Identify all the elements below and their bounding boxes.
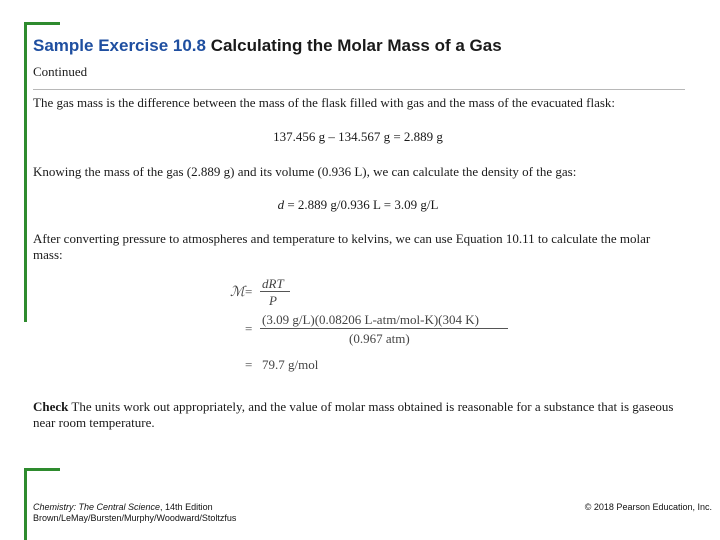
- subtitle: Continued: [33, 64, 88, 79]
- fraction-bar-2: [260, 328, 508, 329]
- fraction-bar-1: [260, 291, 290, 292]
- fraction-denominator-2: (0.967 atm): [349, 331, 410, 346]
- equals-sign-2: =: [245, 321, 253, 336]
- density-variable: d: [277, 197, 285, 212]
- divider: [33, 89, 685, 90]
- molar-mass-result: 79.7 g/mol: [262, 357, 319, 372]
- page-title: [33, 36, 693, 56]
- fraction-denominator-1: P: [269, 293, 277, 308]
- equation-density: [33, 197, 683, 213]
- frame-accent-top: [24, 22, 60, 25]
- check-paragraph: [33, 399, 683, 431]
- molar-mass-symbol: ℳ: [230, 285, 245, 300]
- title-number: Sample Exercise 10.8: [33, 36, 206, 55]
- book-authors: Brown/LeMay/Bursten/Murphy/Woodward/Stoltzfus: [33, 513, 237, 523]
- footer-copyright: © 2018 Pearson Education, Inc.: [584, 502, 712, 512]
- density-expression: = 2.889 g/0.936 L = 3.09 g/L: [284, 197, 439, 212]
- frame-accent-left: [24, 22, 27, 322]
- paragraph-conversion: After converting pressure to atmospheres and temperature to kelvins, we can use Equation 10.11 to calculate the molar mass:: [33, 231, 651, 262]
- book-title: Chemistry: The Central Science: [33, 502, 161, 512]
- equals-sign-1: =: [245, 284, 253, 299]
- fraction-numerator-1: dRT: [262, 276, 284, 291]
- frame-accent-footer-left: [24, 468, 27, 540]
- paragraph-density: Knowing the mass of the gas (2.889 g) and its volume (0.936 L), we can calculate the density of the gas:: [33, 164, 577, 179]
- check-label: Check: [33, 399, 69, 414]
- fraction-numerator-2: (3.09 g/L)(0.08206 L-atm/mol-K)(304 K): [262, 312, 479, 327]
- equals-sign-3: =: [245, 357, 253, 372]
- book-edition: , 14th Edition: [160, 502, 213, 512]
- footer-citation: [33, 502, 236, 524]
- equation-gas-mass: 137.456 g – 134.567 g = 2.889 g: [273, 129, 443, 144]
- frame-accent-footer-top: [24, 468, 60, 471]
- title-text: Calculating the Molar Mass of a Gas: [210, 36, 502, 55]
- paragraph-gas-mass: The gas mass is the difference between the mass of the flask filled with gas and the mass of the evacuated flask:: [33, 95, 616, 110]
- check-text: The units work out appropriately, and the value of molar mass obtained is reasonable for a substance that is gaseous near room temperature.: [33, 399, 674, 430]
